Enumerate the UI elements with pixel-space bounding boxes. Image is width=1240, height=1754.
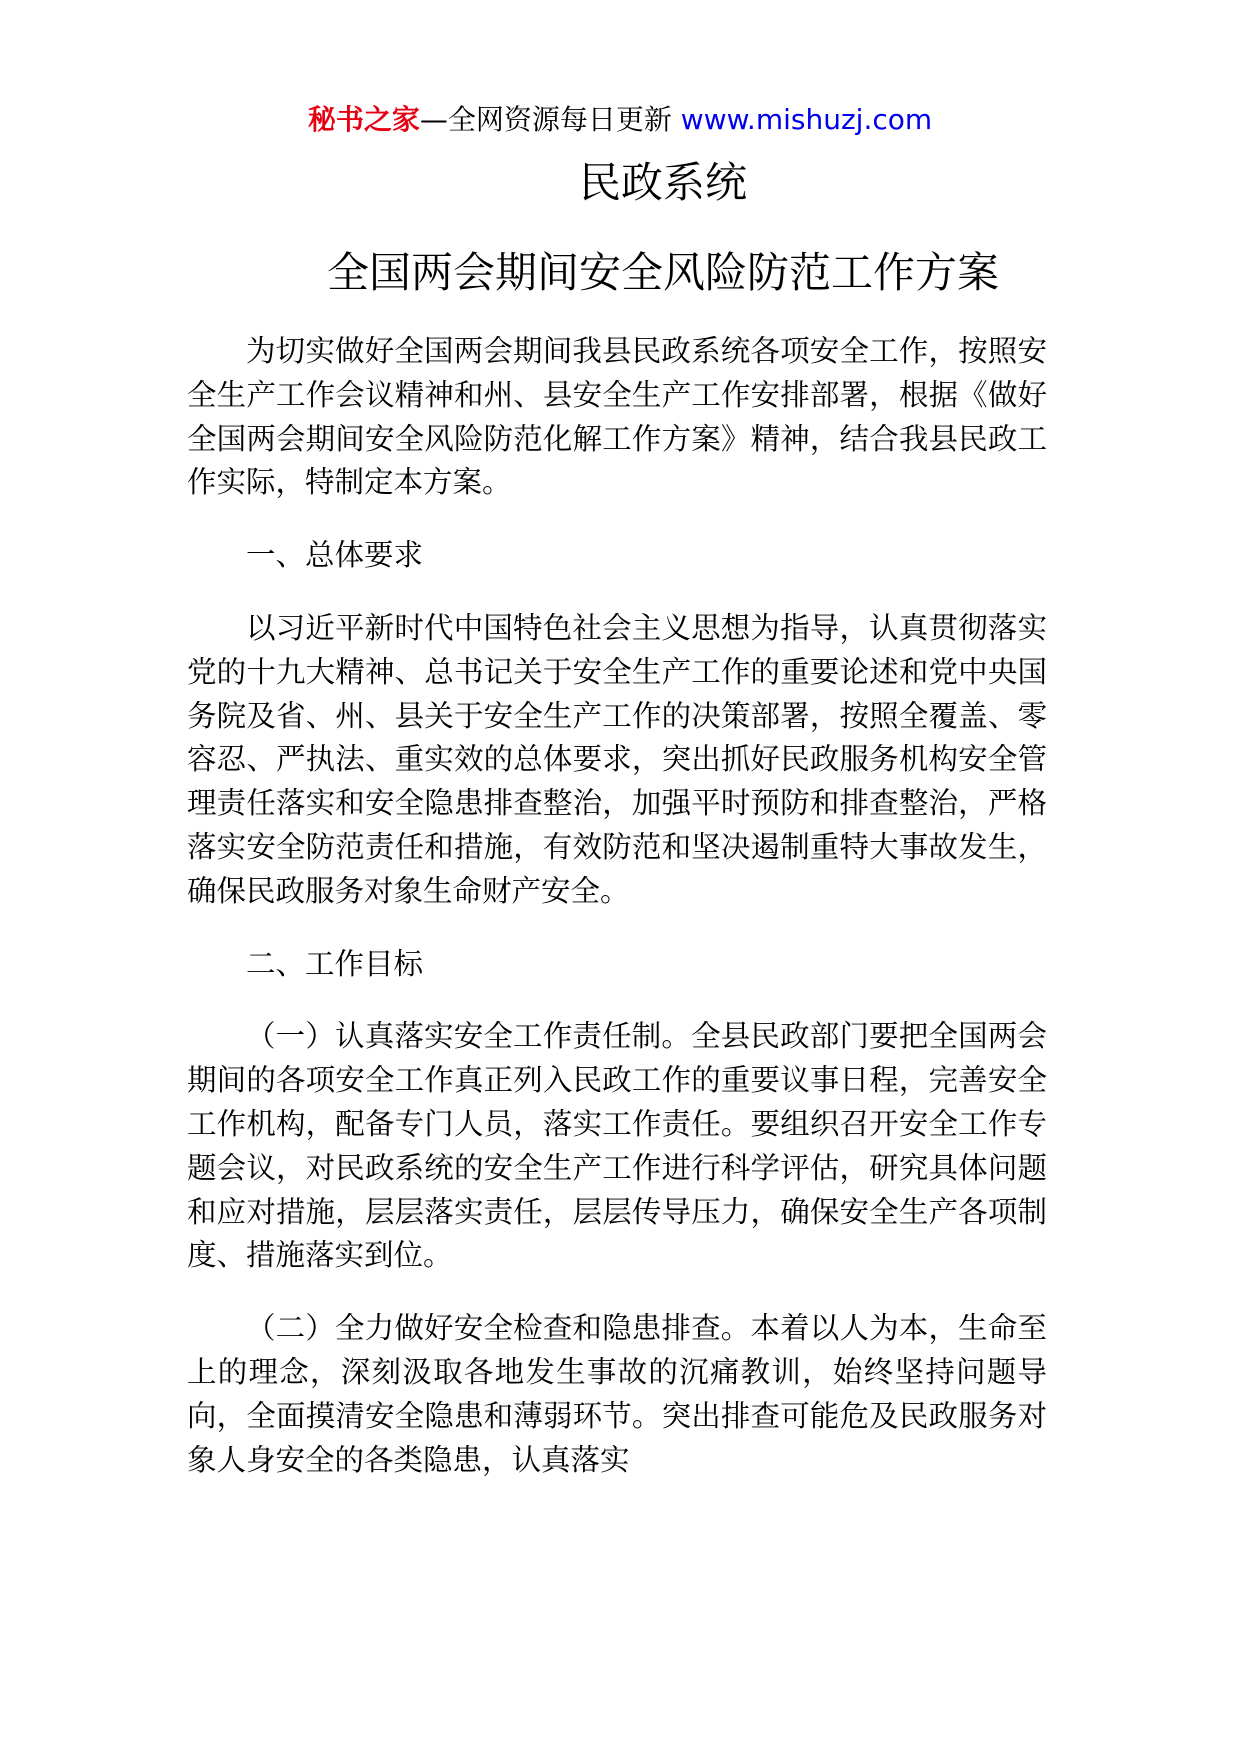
section-heading-work-goals: 二、工作目标 — [246, 946, 424, 981]
site-url-link[interactable]: www.mishuzj.com — [680, 103, 933, 136]
section-heading-general-requirements: 一、总体要求 — [246, 538, 424, 573]
document-title-line1: 民政系统 — [578, 158, 747, 207]
site-tagline: —全网资源每日更新 — [419, 103, 672, 136]
goal-2-paragraph: （二）全力做好安全检查和隐患排查。本着以人为本，生命至上的理念，深刻汲取各地发生事故的沉痛教训，始终坚持问题导向，全面摸清安全隐患和薄弱环节。突出排查可能危及民政服务对象人身安全的各类隐患，认真落实 — [187, 1311, 1047, 1477]
document-title-line2: 全国两会期间安全风险防范工作方案 — [326, 248, 999, 297]
intro-paragraph: 为切实做好全国两会期间我县民政系统各项安全工作，按照安全生产工作会议精神和州、县安全生产工作安排部署，根据《做好全国两会期间安全风险防范化解工作方案》精神，结合我县民政工作实际，特制定本方案。 — [187, 334, 1047, 500]
site-header — [0, 100, 1240, 140]
site-brand: 秘书之家 — [307, 103, 420, 136]
general-requirements-paragraph: 以习近平新时代中国特色社会主义思想为指导，认真贯彻落实党的十九大精神、总书记关于安全生产工作的重要论述和党中央国务院及省、州、县关于安全生产工作的决策部署，按照全覆盖、零容忍、严执法、重实效的总体要求，突出抓好民政服务机构安全管理责任落实和安全隐患排查整治，加强平时预防和排查整治，严格落实安全防范责任和措施，有效防范和坚决遏制重特大事故发生，确保民政服务对象生命财产安全。 — [187, 610, 1047, 908]
goal-1-paragraph: （一）认真落实安全工作责任制。全县民政部门要把全国两会期间的各项安全工作真正列入民政工作的重要议事日程，完善安全工作机构，配备专门人员，落实工作责任。要组织召开安全工作专题会议，对民政系统的安全生产工作进行科学评估，研究具体问题和应对措施，层层落实责任，层层传导压力，确保安全生产各项制度、措施落实到位。 — [187, 1019, 1047, 1273]
document-body — [187, 330, 1047, 1511]
